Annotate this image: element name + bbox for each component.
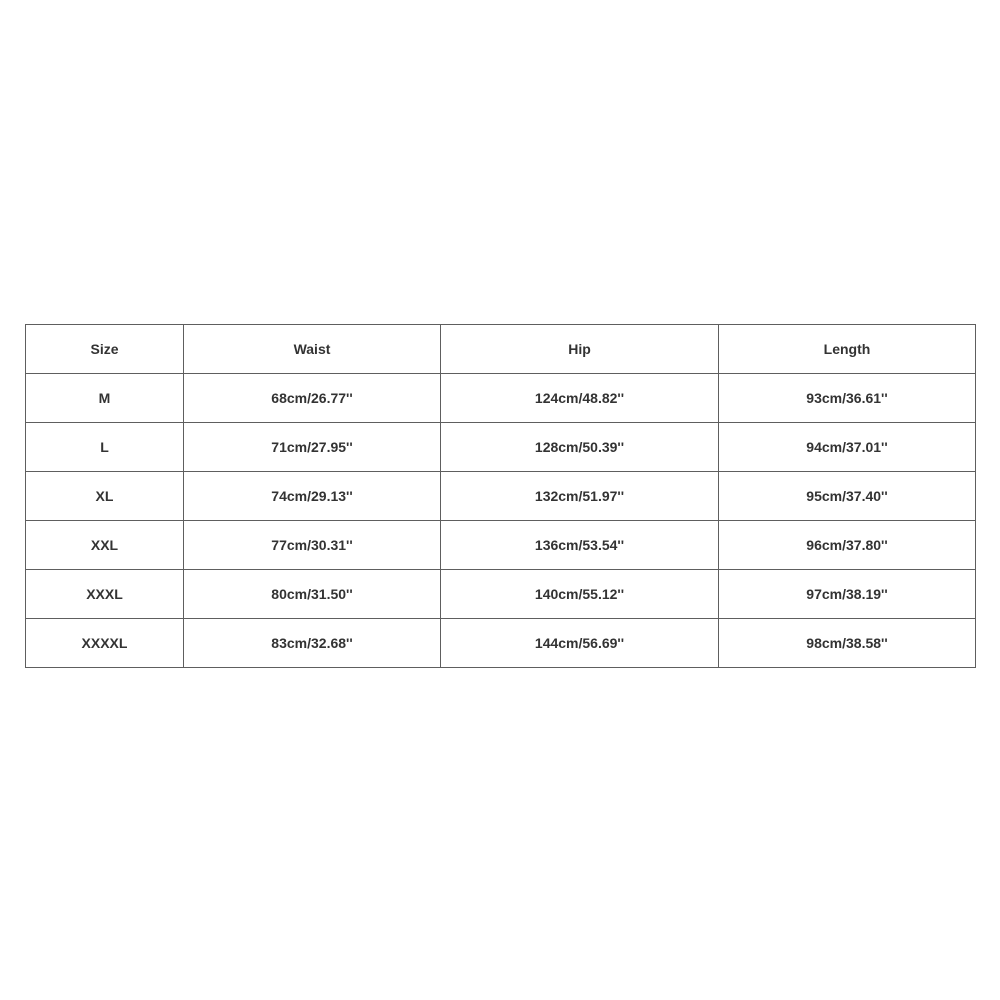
cell-length: 95cm/37.40'' [719,472,976,521]
cell-waist: 80cm/31.50'' [184,570,441,619]
table-row [26,472,976,521]
header-waist: Waist [184,325,441,374]
cell-size: XL [26,472,184,521]
cell-size: XXL [26,521,184,570]
table-row [26,423,976,472]
cell-size: L [26,423,184,472]
cell-length: 96cm/37.80'' [719,521,976,570]
cell-waist: 68cm/26.77'' [184,374,441,423]
table-row [26,619,976,668]
header-hip: Hip [441,325,719,374]
cell-hip: 144cm/56.69'' [441,619,719,668]
header-size: Size [26,325,184,374]
cell-waist: 77cm/30.31'' [184,521,441,570]
cell-length: 93cm/36.61'' [719,374,976,423]
table-row [26,521,976,570]
cell-waist: 74cm/29.13'' [184,472,441,521]
cell-waist: 71cm/27.95'' [184,423,441,472]
cell-size: XXXXL [26,619,184,668]
table-row [26,374,976,423]
cell-length: 98cm/38.58'' [719,619,976,668]
cell-size: XXXL [26,570,184,619]
table-row [26,570,976,619]
cell-hip: 124cm/48.82'' [441,374,719,423]
cell-waist: 83cm/32.68'' [184,619,441,668]
cell-hip: 132cm/51.97'' [441,472,719,521]
header-length: Length [719,325,976,374]
cell-size: M [26,374,184,423]
cell-length: 94cm/37.01'' [719,423,976,472]
header-row [26,325,976,374]
cell-hip: 140cm/55.12'' [441,570,719,619]
cell-length: 97cm/38.19'' [719,570,976,619]
cell-hip: 128cm/50.39'' [441,423,719,472]
cell-hip: 136cm/53.54'' [441,521,719,570]
size-chart-table [25,324,976,668]
